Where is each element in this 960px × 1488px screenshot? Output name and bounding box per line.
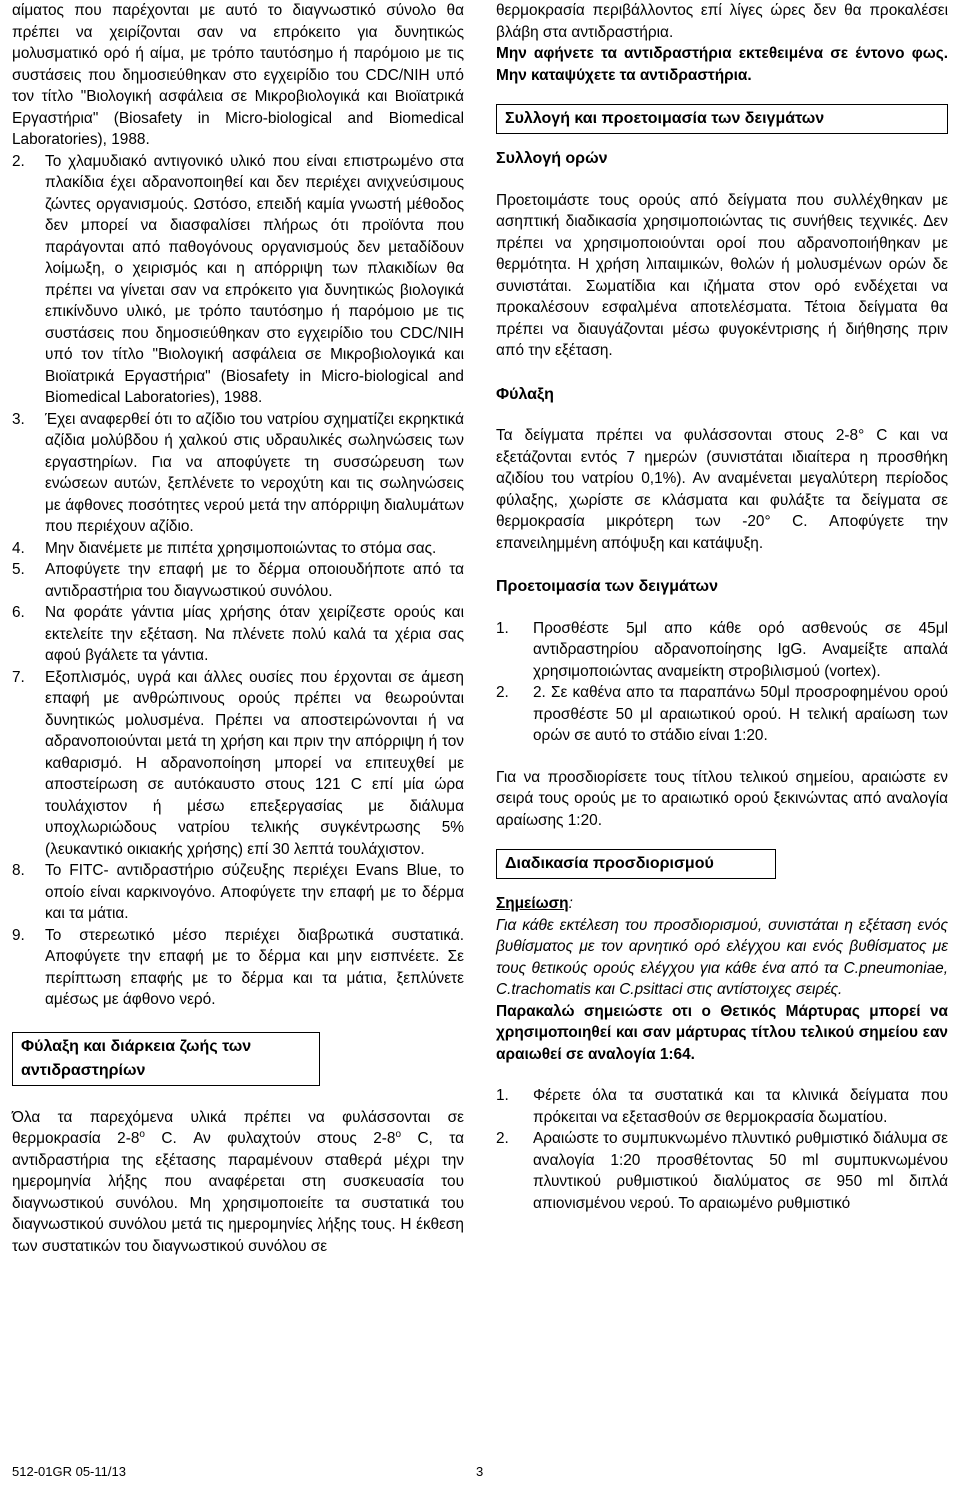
storage-text-part: C. Αν φυλαχτούν στους 2-8: [144, 1130, 396, 1147]
item-text: Το χλαμυδιακό αντιγονικό υλικό που είναι επιστρωμένο στα πλακίδια έχει αδρανοποιηθεί και δεν περιέχει ανιχνεύσιμους ζώντες οργανισμούς. Ωστόσο, επειδή καμία γνωστή μέθοδος δεν μπορεί να διασφαλίσει πλήρως ότι προϊόντα που παράγονται από παθογόνους οργανισμούς δεν μεταδίδουν λοίμωξη, ο χειρισμός και η απόρριψη των πλακιδίων θα πρέπει να γίνεται σαν να επρόκειτο για δυνητικώς βιολογικά επικίνδυνο υλικό, με τρόπο ταυτόσημο ή παρόμοιο με τις συστάσεις που δημοσιεύθηκαν στο εγχειρίδιο του CDC/NIH υπό τον τίτλο "Βιολογική ασφάλεια σε Μικροβιολογικά και Βιοϊατρικά Εργαστήρια" (Biosafety in Micro-biological and Biomedical Laboratories), 1988.: [45, 152, 464, 406]
item-text: Το FITC- αντιδραστήριο σύζευξης περιέχει Evans Blue, το οποίο είναι καρκινογόνο. Αποφύγετε την επαφή με το δέρμα και τα μάτια.: [45, 862, 464, 922]
item-text: 2. Σε καθένα απο τα παραπάνω 50μl προσροφημένου ορού προσθέστε 50 μl αραιωτικού ορού. Η τελική αραίωση των ορών σε αυτό το στάδιο είναι 1:20.: [533, 684, 948, 744]
item-text: Έχει αναφερθεί ότι το αζίδιο του νατρίου σχηματίζει εκρηκτικά αζίδια μολύβδου ή χαλκού στις υδραυλικές σωληνώσεις των εργαστηρίων. Για να αποφύγετε τη συσσώρευση των ενώσεων αυτών, ξεπλένετε το νεροχύτη και τις σωληνώσεις με άφθονες ποσότητες νερού μετά την απόρριψη διαλυμάτων που περιέχουν αζίδιο.: [45, 410, 464, 535]
list-item: [12, 409, 464, 538]
list-item: [496, 1128, 948, 1214]
right-column: [496, 0, 948, 1214]
note-text: Για κάθε εκτέλεση του προσδιορισμού, συνιστάται η εξέταση ενός βυθίσματος με τον αρνητικό ορό ελέγχου και ενός βυθίσματος με τους θετικούς ορούς ελέγχου για κάθε ένα από τα C.pneumoniae, C.trachomatis και C.psittaci στις αντίστοιχες σειρές.: [496, 916, 948, 998]
light-warning: Μην αφήνετε τα αντιδραστήρια εκτεθειμένα σε έντονο φως. Μην καταψύχετε τα αντιδραστήρια.: [496, 45, 948, 84]
intro-paragraph: αίματος που παρέχονται με αυτό το διαγνωστικό σύνολο θα πρέπει να χειρίζονται σαν να επρόκειτο για δυνητικώς μολυσματικό ορό ή αίμα, με τρόπο ταυτόσημο ή παρόμοιο με τις συστάσεις που δημοσιεύθηκαν στο εγχειρίδιο του CDC/NIH υπό τον τίτλο "Βιολογική ασφάλεια σε Μικροβιολογικά και Βιοϊατρικά Εργαστήρια" (Biosafety in Micro-biological and Biomedical Laboratories), 1988.: [12, 2, 464, 148]
note-paragraph: [496, 893, 948, 915]
continuation-paragraph: θερμοκρασία περιβάλλοντος επί λίγες ώρες δεν θα προκαλέσει βλάβη στα αντιδραστήρια.: [496, 2, 948, 41]
list-item: [12, 559, 464, 602]
item-number: 7.: [12, 668, 25, 686]
item-number: 9.: [12, 926, 25, 944]
list-item: [496, 1085, 948, 1128]
list-item: [12, 538, 464, 560]
item-text: Φέρετε όλα τα συστατικά και τα κλινικά δείγματα που πρόκειται να εξετασθούν σε θερμοκρασία δωματίου.: [533, 1087, 948, 1126]
procedure-heading: Διαδικασία προσδιορισμού: [496, 849, 776, 879]
storage-lifetime-heading: Φύλαξη και διάρκεια ζωής των αντιδραστηρίων: [12, 1032, 320, 1086]
item-number: 1.: [496, 1087, 509, 1104]
storage-text-part: Όλα τα παρεχόμενα υλικά πρέπει να φυλάσσονται σε θερμοκρασία 2-8: [12, 1108, 464, 1147]
list-item: [496, 618, 948, 683]
list-item: [12, 667, 464, 861]
item-text: Προσθέστε 5μl απο κάθε ορό ασθενούς σε 45μl αντιδραστηρίου αδρανοποίησης IgG. Αναμείξτε απαλά χρησιμοποιώντας αναμείκτη στροβιλισμού (vortex).: [533, 619, 948, 680]
sample-storage-heading: Φύλαξη: [496, 385, 554, 403]
sample-storage-text: Τα δείγματα πρέπει να φυλάσσονται στους 2-8° C και να εξετάζονται εντός 7 ημερών (συνιστάται ιδιαίτερα η προσθήκη αζιδίου του νατρίου 0,1%). Αν αναμένεται μεγαλύτερη περίοδος φύλαξης, χωρίστε σε κλάσματα και φυλάξτε τα δείγματα σε θερμοκρασία μικρότερη των -20° C. Αποφύγετε την επανειλημμένη απόψυξη και κατάψυξη.: [496, 427, 948, 552]
list-item: [12, 151, 464, 409]
serum-collection-text: Προετοιμάστε τους ορούς από δείγματα που συλλέχθηκαν με ασηπτική διαδικασία χρησιμοποιώντας τις συνήθεις τεχνικές. Δεν πρέπει να χρησιμοποιούνται οροί που αδρανοποιήθηκαν με θερμότητα. Η χρήση λιπαιμικών, θολών ή μολυσμένων ορών δε συνιστάται. Σωματίδια και ιζήματα στον ορό ενδέχεται να προκαλέσουν εσφαλμένα αποτελέσματα. Τέτοια δείγματα θα πρέπει να διαυγάζονται μέσω φυγοκέντρισης ή διήθησης πριν από την εξέταση.: [496, 191, 948, 359]
footer-doc-code: 512-01GR 05-11/13: [12, 1464, 126, 1479]
list-item: [496, 682, 948, 747]
item-number: 2.: [496, 684, 509, 701]
note-colon: :: [568, 895, 573, 912]
item-number: 2.: [12, 152, 25, 170]
procedure-list: [496, 1085, 948, 1214]
prep-list: [496, 618, 948, 747]
item-number: 4.: [12, 539, 25, 557]
item-text: Μην διανέμετε με πιπέτα χρησιμοποιώντας το στόμα σας.: [45, 539, 437, 557]
degree-sup: o: [395, 1128, 402, 1140]
titer-paragraph: Για να προσδιορίσετε τους τίτλου τελικού σημείου, αραιώστε εν σειρά τους ορούς με το αραιωτικό ορού ξεκινώντας από αναλογία αραίωσης 1:20.: [496, 768, 948, 829]
footer-page-number: 3: [476, 1464, 484, 1479]
degree-sup: o: [139, 1128, 145, 1140]
item-number: 8.: [12, 862, 25, 879]
storage-text-part: C, τα αντιδραστήρια της εξέτασης παραμένουν σταθερά μέχρι την ημερομηνία λήξης που αναφέρεται στη συσκευασία του διαγνωστικού συνόλου. Μη χρησιμοποιείτε τα συστατικά του διαγνωστικού συνόλου μετά τις ημερομηνίες λήξης τους. Η έκθεση των συστατικών του διαγνωστικού συνόλου σε: [12, 1130, 464, 1255]
item-number: 2.: [496, 1130, 509, 1147]
note-label: Σημείωση: [496, 895, 569, 912]
item-number: 3.: [12, 410, 25, 428]
storage-lifetime-paragraph: [12, 1107, 464, 1258]
list-item: [12, 602, 464, 667]
item-number: 6.: [12, 604, 25, 621]
item-text: Αραιώστε το συμπυκνωμένο πλυντικό ρυθμιστικό διάλυμα σε αναλογία 1:20 προσθέτοντας 50 ml συμπυκνωμένου πλυντικού ρυθμιστικού διαλύματος σε 950 ml διπλά απιονισμένου νερού. Το αραιωμένο ρυθμιστικό: [533, 1130, 948, 1212]
item-text: Εξοπλισμός, υγρά και άλλες ουσίες που έρχονται σε άμεση επαφή με ανθρώπινους ορούς πρέπει να θεωρούνται δυνητικώς μολυσμένα. Πρέπει να αποστειρώνονται ή να αδρανοποιούνται μετά τη χρήση και πριν την απόρριψη ή τον καθαρισμό. Η αδρανοποίηση μπορεί να επιτευχθεί με αποστείρωση σε αυτόκαυστο στους 121 C επί μία ώρα τουλάχιστον ή μέσω επεξεργασίας με διάλυμα υποχλωριώδους νατρίου τελικής συγκέντρωσης 5% (λευκαντικό οικιακής χρήσης) επί 30 λεπτά τουλάχιστον.: [45, 668, 464, 858]
sample-prep-heading: Προετοιμασία των δειγμάτων: [496, 578, 718, 595]
left-column: [12, 0, 464, 1257]
item-text: Να φοράτε γάντια μίας χρήσης όταν χειρίζεστε ορούς και εκτελείτε την εξέταση. Να πλένετε πολύ καλά τα χέρια σας αφού βγάλετε τα γάντια.: [45, 604, 464, 664]
item-text: Αποφύγετε την επαφή με το δέρμα οποιουδήποτε από τα αντιδραστήρια του διαγνωστικού συνόλου.: [45, 561, 464, 600]
list-item: [12, 925, 464, 1011]
positive-control-note: Παρακαλώ σημειώστε οτι ο Θετικός Μάρτυρας μπορεί να χρησιμοποιηθεί και σαν μάρτυρας τίτλου τελικού σημείου εαν αραιωθεί σε αναλογία 1:64.: [496, 1002, 948, 1063]
collection-heading: Συλλογή και προετοιμασία των δειγμάτων: [496, 104, 948, 134]
serum-collection-heading: Συλλογή ορών: [496, 150, 608, 167]
item-number: 5.: [12, 561, 25, 578]
warnings-list: [12, 151, 464, 1011]
item-text: Το στερεωτικό μέσο περιέχει διαβρωτικά συστατικά. Αποφύγετε την επαφή με το δέρμα και μην εισπνέετε. Σε περίπτωση επαφής με το δέρμα και τα μάτια, ξεπλύνετε αμέσως με άφθονο νερό.: [45, 926, 464, 1008]
list-item: [12, 860, 464, 925]
item-number: 1.: [496, 619, 509, 637]
